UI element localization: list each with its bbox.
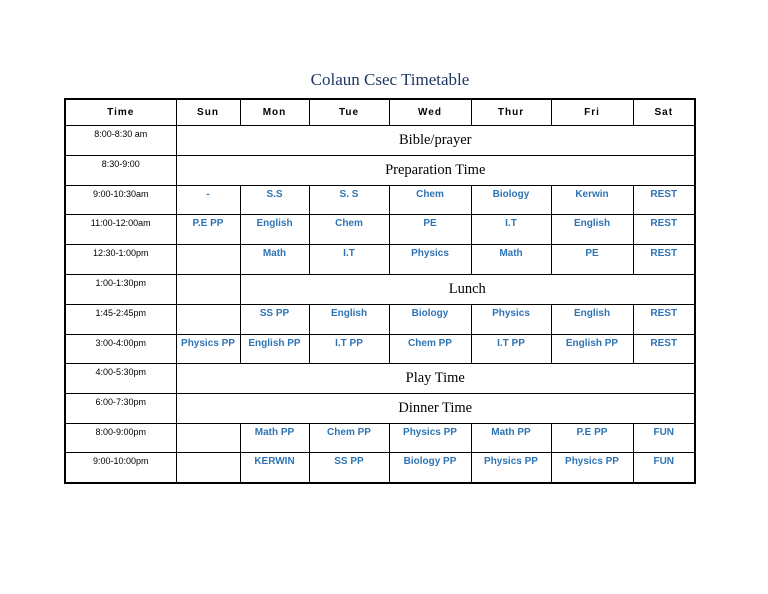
class-cell-thur: Physics PP: [471, 453, 551, 483]
class-cell-fri: PE: [551, 245, 633, 275]
class-cell-thur: Math PP: [471, 424, 551, 453]
class-cell-sat: FUN: [633, 424, 695, 453]
class-cell-sun: [176, 424, 240, 453]
span-cell: Lunch: [240, 275, 695, 305]
class-cell-mon: English: [240, 215, 309, 245]
class-cell-sun: Physics PP: [176, 335, 240, 364]
time-cell: 3:00-4:00pm: [65, 335, 176, 364]
class-cell-mon: KERWIN: [240, 453, 309, 483]
time-cell: 8:00-8:30 am: [65, 126, 176, 156]
table-row: [65, 215, 695, 245]
class-cell-fri: Physics PP: [551, 453, 633, 483]
class-cell-sun: -: [176, 186, 240, 215]
table-row: [65, 305, 695, 335]
header-row: [65, 99, 695, 126]
table-row: [65, 275, 695, 305]
class-cell-fri: English: [551, 305, 633, 335]
page-title: Colaun Csec Timetable: [310, 70, 470, 89]
class-cell-sat: FUN: [633, 453, 695, 483]
header-fri: Fri: [551, 99, 633, 126]
class-cell-sat: REST: [633, 245, 695, 275]
time-cell: 8:30-9:00: [65, 156, 176, 186]
class-cell-tue: I.T PP: [309, 335, 389, 364]
class-cell-wed: Physics PP: [389, 424, 471, 453]
class-cell-tue: S. S: [309, 186, 389, 215]
header-sat: Sat: [633, 99, 695, 126]
class-cell-wed: Chem: [389, 186, 471, 215]
header-sun: Sun: [176, 99, 240, 126]
class-cell-wed: Chem PP: [389, 335, 471, 364]
header-time: Time: [65, 99, 176, 126]
time-cell: 11:00-12:00am: [65, 215, 176, 245]
time-cell: 9:00-10:30am: [65, 186, 176, 215]
class-cell-thur: I.T: [471, 215, 551, 245]
class-cell-mon: Math: [240, 245, 309, 275]
class-cell-mon: SS PP: [240, 305, 309, 335]
class-cell-sun: [176, 275, 240, 305]
span-cell: Bible/prayer: [176, 126, 695, 156]
class-cell-mon: Math PP: [240, 424, 309, 453]
table-row: [65, 335, 695, 364]
header-tue: Tue: [309, 99, 389, 126]
class-cell-sun: [176, 453, 240, 483]
table-row: [65, 364, 695, 394]
table-row: [65, 186, 695, 215]
class-cell-mon: English PP: [240, 335, 309, 364]
class-cell-sun: P.E PP: [176, 215, 240, 245]
class-cell-sun: [176, 245, 240, 275]
table-row: [65, 126, 695, 156]
class-cell-wed: Biology PP: [389, 453, 471, 483]
class-cell-sun: [176, 305, 240, 335]
class-cell-thur: Math: [471, 245, 551, 275]
class-cell-fri: English: [551, 215, 633, 245]
class-cell-mon: S.S: [240, 186, 309, 215]
class-cell-sat: REST: [633, 186, 695, 215]
span-cell: Dinner Time: [176, 394, 695, 424]
header-wed: Wed: [389, 99, 471, 126]
class-cell-sat: REST: [633, 335, 695, 364]
time-cell: 12:30-1:00pm: [65, 245, 176, 275]
class-cell-tue: I.T: [309, 245, 389, 275]
time-cell: 8:00-9:00pm: [65, 424, 176, 453]
class-cell-tue: Chem PP: [309, 424, 389, 453]
class-cell-thur: Biology: [471, 186, 551, 215]
time-cell: 1:00-1:30pm: [65, 275, 176, 305]
class-cell-sat: REST: [633, 305, 695, 335]
class-cell-fri: P.E PP: [551, 424, 633, 453]
timetable: [64, 98, 696, 484]
table-row: [65, 453, 695, 483]
class-cell-sat: REST: [633, 215, 695, 245]
class-cell-wed: Biology: [389, 305, 471, 335]
table-row: [65, 424, 695, 453]
table-row: [65, 156, 695, 186]
class-cell-tue: Chem: [309, 215, 389, 245]
class-cell-fri: Kerwin: [551, 186, 633, 215]
time-cell: 4:00-5:30pm: [65, 364, 176, 394]
class-cell-tue: English: [309, 305, 389, 335]
header-mon: Mon: [240, 99, 309, 126]
class-cell-thur: Physics: [471, 305, 551, 335]
time-cell: 1:45-2:45pm: [65, 305, 176, 335]
table-row: [65, 245, 695, 275]
class-cell-wed: PE: [389, 215, 471, 245]
class-cell-tue: SS PP: [309, 453, 389, 483]
time-cell: 9:00-10:00pm: [65, 453, 176, 483]
header-thur: Thur: [471, 99, 551, 126]
table-row: [65, 394, 695, 424]
span-cell: Preparation Time: [176, 156, 695, 186]
class-cell-wed: Physics: [389, 245, 471, 275]
class-cell-thur: I.T PP: [471, 335, 551, 364]
time-cell: 6:00-7:30pm: [65, 394, 176, 424]
class-cell-fri: English PP: [551, 335, 633, 364]
span-cell: Play Time: [176, 364, 695, 394]
